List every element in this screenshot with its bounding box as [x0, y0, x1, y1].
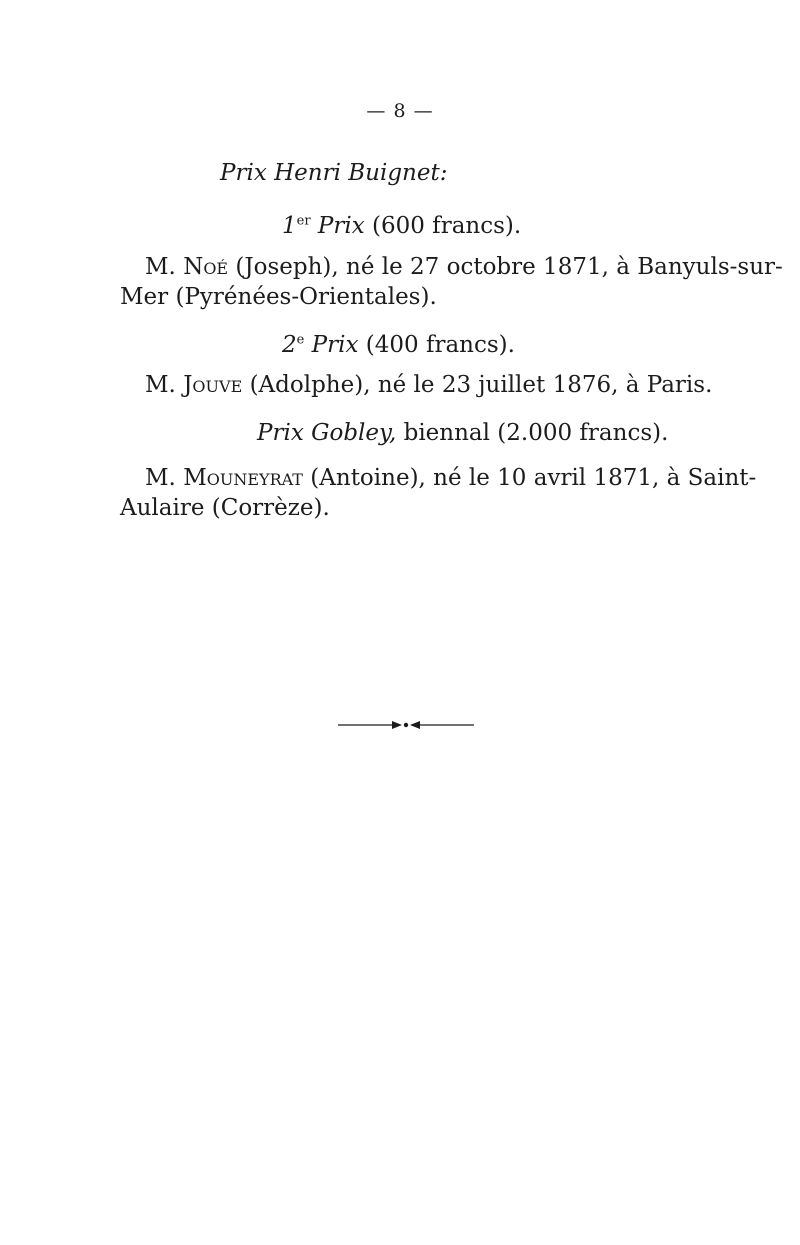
first-prize-line [282, 211, 521, 241]
winner-mouneyrat-line1 [145, 463, 757, 493]
winner-mouneyrat-details: (Antoine), né le 10 avril 1871, à Saint- [310, 465, 757, 491]
second-prize-amount: (400 francs). [365, 332, 515, 358]
first-prize-label: Prix [317, 213, 365, 239]
prize-gobley-line [257, 418, 668, 448]
winner-mouneyrat-prefix: M. [145, 465, 176, 491]
winner-mouneyrat-line2: Aulaire (Corrèze). [120, 495, 330, 521]
first-prize-amount: (600 francs). [372, 213, 522, 239]
second-prize-number: 2 [282, 332, 297, 358]
prize-gobley-details: biennal (2.000 francs). [403, 420, 669, 446]
prize-henri-buignet-heading: Prix Henri Buignet: [220, 160, 448, 186]
winner-noe-surname: Noé [183, 254, 229, 280]
prize-gobley-label: Prix Gobley, [257, 420, 397, 446]
second-prize-superscript: e [296, 332, 305, 348]
winner-noe-line2: Mer (Pyrénées-Orientales). [120, 284, 437, 310]
winner-mouneyrat-surname: Mouneyrat [183, 465, 303, 491]
winner-jouve-details: (Adolphe), né le 23 juillet 1876, à Paris. [249, 372, 713, 398]
page-number: — 8 — [366, 100, 434, 122]
winner-jouve-prefix: M. [145, 372, 176, 398]
winner-jouve-surname: Jouve [183, 372, 243, 398]
second-prize-label: Prix [311, 332, 359, 358]
winner-noe-prefix: M. [145, 254, 176, 280]
winner-noe-details: (Joseph), né le 27 octobre 1871, à Banyuls-sur- [235, 254, 783, 280]
first-prize-superscript: er [296, 213, 311, 229]
winner-jouve-line [145, 370, 712, 400]
first-prize-number: 1 [282, 213, 297, 239]
second-prize-line [282, 330, 515, 360]
winner-noe-line1 [145, 252, 783, 282]
end-ornament-icon [338, 715, 474, 735]
